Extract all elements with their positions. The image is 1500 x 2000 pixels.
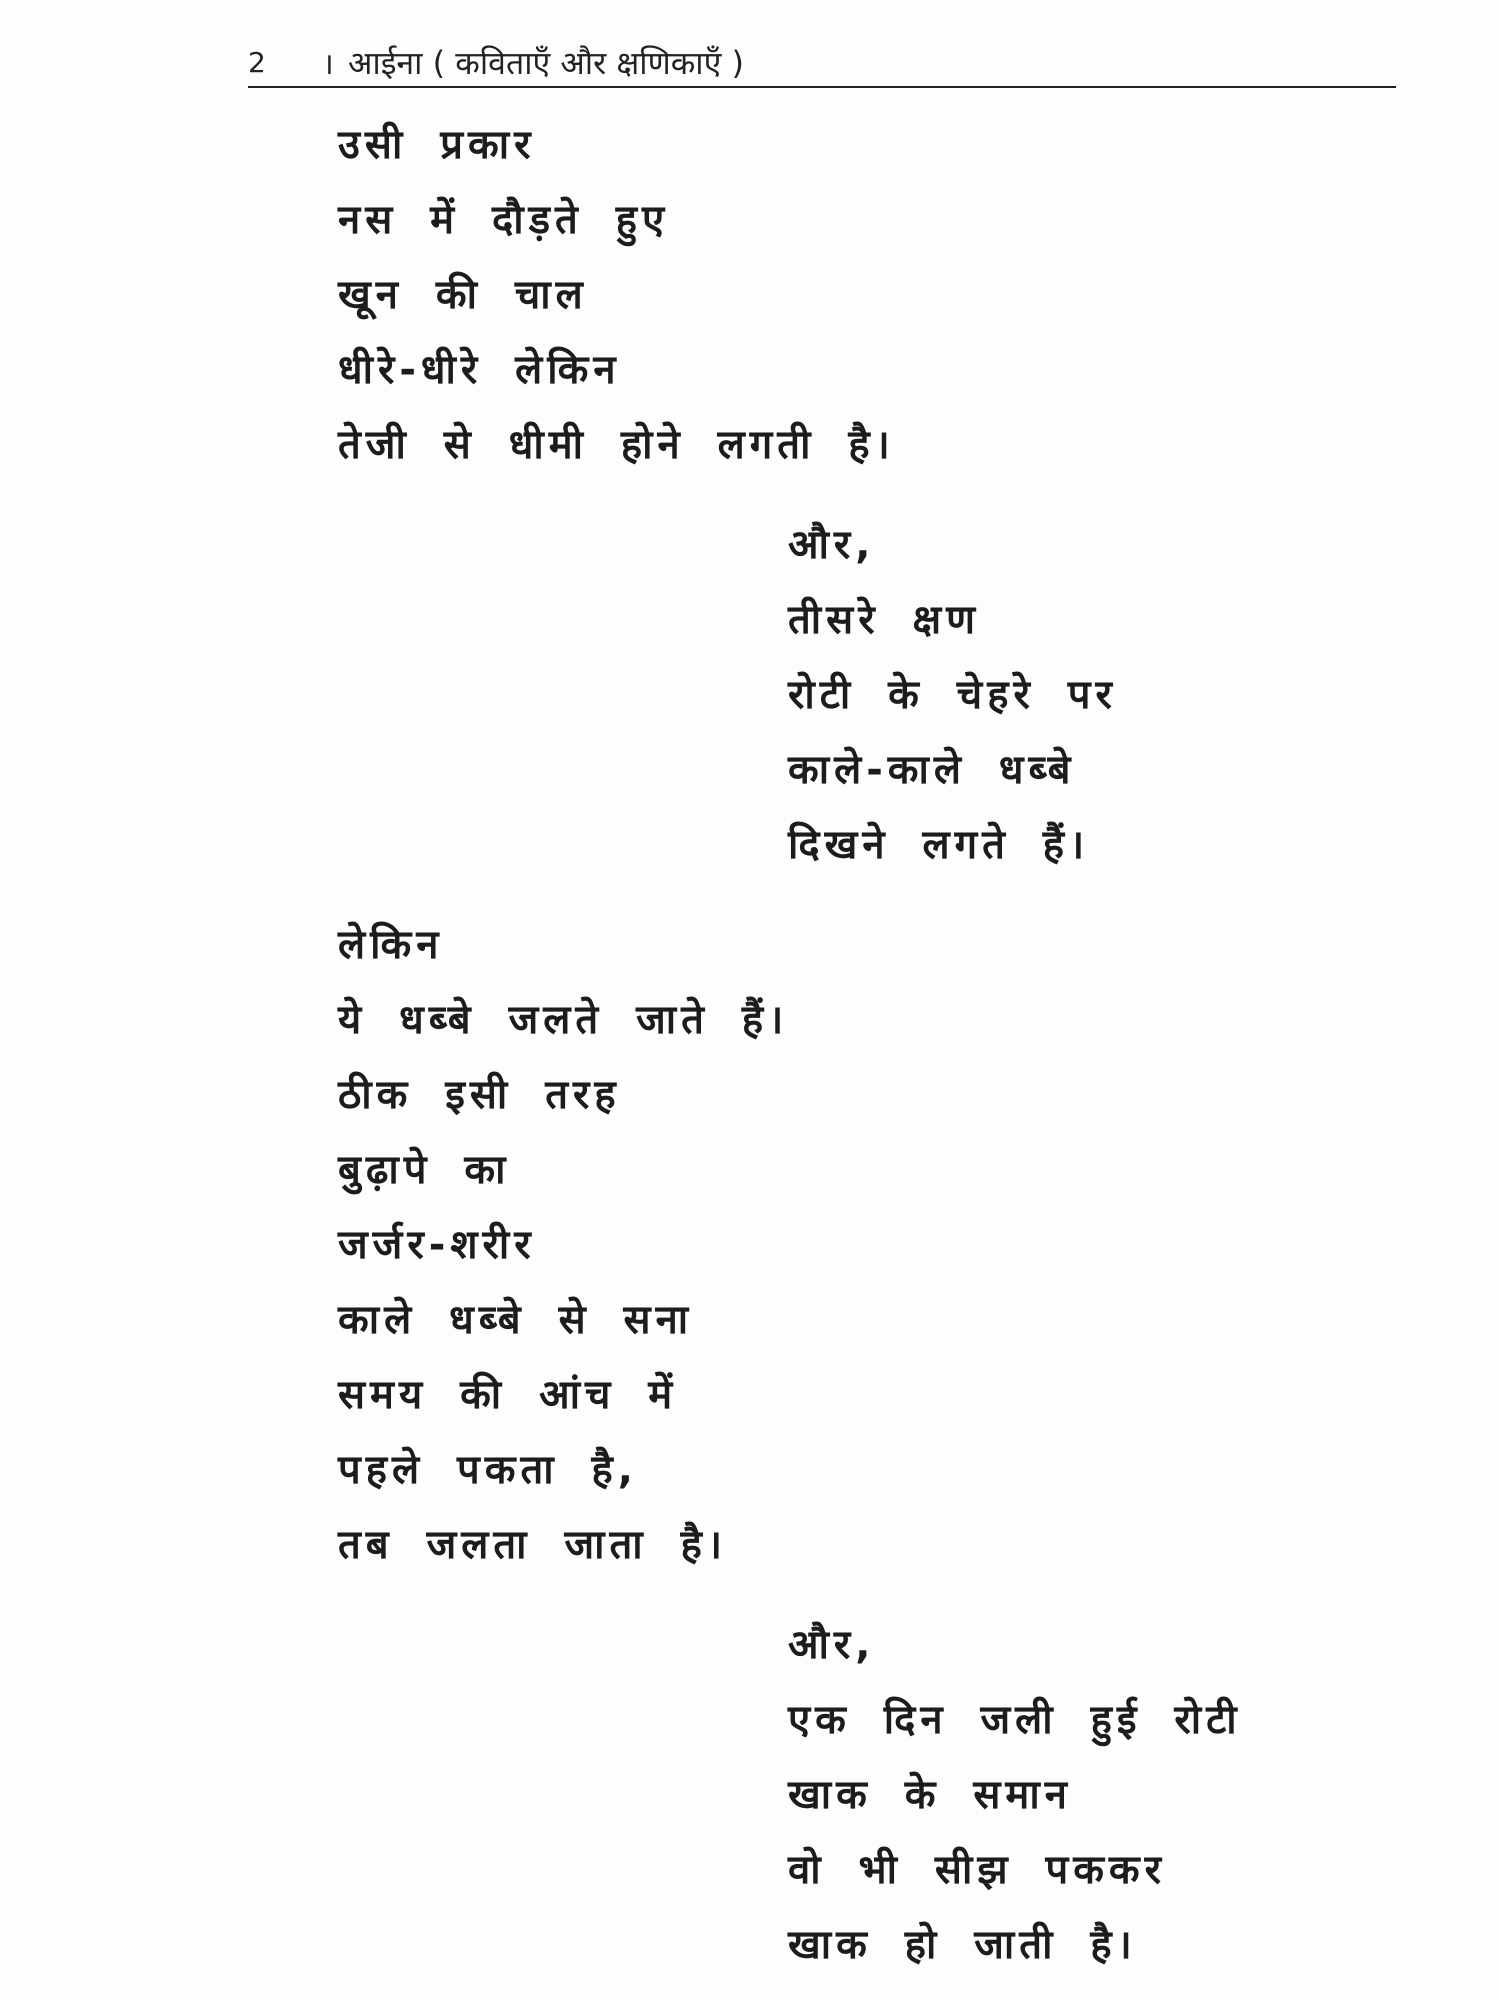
poem-line: लेकिन [338, 922, 444, 968]
poem-line: पहले पकता है, [338, 1447, 638, 1493]
poem-line: एक दिन जली हुई रोटी [788, 1697, 1242, 1743]
poem-line: जर्जर-शरीर [338, 1222, 536, 1268]
poem-line: और, [788, 1622, 876, 1668]
poem-line: धीरे-धीरे लेकिन [338, 347, 621, 393]
poem-line: ठीक इसी तरह [338, 1072, 621, 1118]
running-title: आईना ( कविताएँ और क्षणिकाएँ ) [348, 43, 744, 82]
poem-line: उसी प्रकार [338, 122, 536, 168]
poem-stanza-1 [338, 108, 895, 483]
poem-line: खाक हो जाती है। [788, 1922, 1137, 1968]
poem-line: तीसरे क्षण [788, 597, 981, 643]
poem-line: समय की आंच में [338, 1372, 678, 1418]
poem-line: तेजी से धीमी होने लगती है। [338, 422, 895, 468]
poem-line: ये धब्बे जलते जाते हैं। [338, 997, 789, 1043]
poem-line: वो भी सीझ पककर [788, 1847, 1167, 1893]
header-separator: । [322, 46, 334, 82]
poem-line: बुढ़ापे का [338, 1147, 511, 1193]
poem-line: काले-काले धब्बे [788, 747, 1076, 793]
poem-line: काले धब्बे से सना [338, 1297, 694, 1343]
poem-stanza-4 [788, 1608, 1242, 1983]
page-number: 2 [248, 45, 266, 79]
page-header [248, 36, 1396, 88]
poem-stanza-3 [338, 908, 788, 1583]
poem-line: रोटी के चेहरे पर [788, 672, 1117, 718]
poem-line: तब जलता जाता है। [338, 1522, 727, 1568]
poem-line: दिखने लगते हैं। [788, 822, 1090, 868]
poem-line: खून की चाल [338, 272, 588, 318]
header-rule [248, 86, 1396, 88]
poem-line: नस में दौड़ते हुए [338, 197, 670, 243]
poem-line: और, [788, 522, 876, 568]
poem-stanza-2 [788, 508, 1117, 883]
poem-line: खाक के समान [788, 1772, 1072, 1818]
